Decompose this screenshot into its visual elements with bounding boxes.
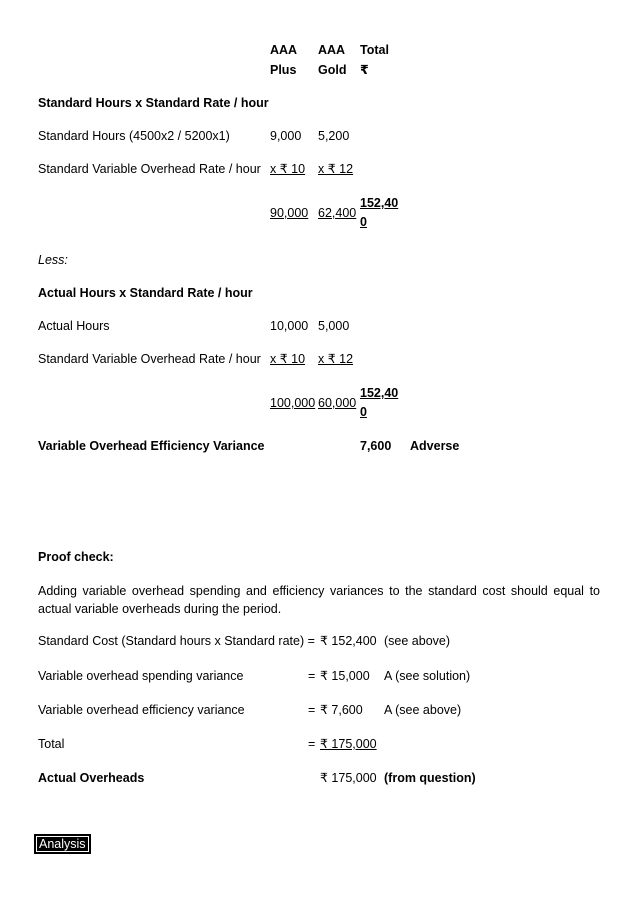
actual-hours-gold: 5,000 <box>318 319 350 333</box>
col-aaa-gold-line2: Gold <box>318 63 347 77</box>
std-rate-gold: x ₹ 12 <box>318 162 354 176</box>
variance-type: Adverse <box>410 439 460 453</box>
col-aaa-gold-line1: AAA <box>318 43 346 57</box>
analysis-footer-label: Analysis <box>34 834 91 854</box>
actual-overheads-label: Actual Overheads <box>38 771 145 785</box>
proof-row-total-value: ₹ 175,000 <box>320 737 377 751</box>
actual-overheads-value: ₹ 175,000 <box>320 771 377 785</box>
std-rate-plus: x ₹ 10 <box>270 162 306 176</box>
section1-total-line1: 152,40 <box>360 196 399 210</box>
actual-hours-plus: 10,000 <box>270 319 309 333</box>
col-total-line2: ₹ <box>360 63 369 77</box>
proof-row-efficiency-note: A (see above) <box>384 703 462 717</box>
col-aaa-plus-line1: AAA <box>270 43 298 57</box>
proof-row-standard-cost-label: Standard Cost (Standard hours x Standard rate) = <box>38 634 315 648</box>
section2-total-gold: 60,000 <box>318 396 357 410</box>
std-hours-gold: 5,200 <box>318 129 350 143</box>
actual-hours-label: Actual Hours <box>38 319 110 333</box>
actual-overheads-note: (from question) <box>384 771 476 785</box>
proof-row-efficiency-value: ₹ 7,600 <box>320 703 363 717</box>
proof-row-efficiency-eq: = <box>308 703 316 717</box>
section2-total-line2: 0 <box>360 405 367 419</box>
std-hours-label: Standard Hours (4500x2 / 5200x1) <box>38 129 230 143</box>
std-hours-plus: 9,000 <box>270 129 302 143</box>
std-rate2-gold: x ₹ 12 <box>318 352 354 366</box>
proof-row-efficiency-label: Variable overhead efficiency variance <box>38 703 245 717</box>
proof-title: Proof check: <box>38 550 114 564</box>
section1-total-line2: 0 <box>360 215 367 229</box>
section1-title: Standard Hours x Standard Rate / hour <box>38 96 269 110</box>
proof-row-spending-label: Variable overhead spending variance <box>38 669 244 683</box>
std-rate2-label: Standard Variable Overhead Rate / hour <box>38 352 261 366</box>
variance-value: 7,600 <box>360 439 392 453</box>
proof-paragraph: Adding variable overhead spending and efficiency variances to the standard cost should equal to actual variable overheads during the period. <box>38 584 600 616</box>
proof-row-spending-eq: = <box>308 669 316 683</box>
proof-row-total-eq: = <box>308 737 316 751</box>
std-rate-label: Standard Variable Overhead Rate / hour <box>38 162 261 176</box>
proof-row-standard-cost-value: ₹ 152,400 <box>320 634 377 648</box>
section2-title: Actual Hours x Standard Rate / hour <box>38 286 253 300</box>
section2-total-line1: 152,40 <box>360 386 399 400</box>
section1-total-gold: 62,400 <box>318 206 357 220</box>
section2-total-plus: 100,000 <box>270 396 316 410</box>
proof-row-total-label: Total <box>38 737 65 751</box>
less-label: Less: <box>38 253 68 267</box>
proof-row-spending-value: ₹ 15,000 <box>320 669 370 683</box>
col-total-line1: Total <box>360 43 389 57</box>
proof-row-spending-note: A (see solution) <box>384 669 471 683</box>
std-rate2-plus: x ₹ 10 <box>270 352 306 366</box>
col-aaa-plus-line2: Plus <box>270 63 297 77</box>
section1-total-plus: 90,000 <box>270 206 309 220</box>
proof-row-standard-cost-note: (see above) <box>384 634 451 648</box>
variance-label: Variable Overhead Efficiency Variance <box>38 439 265 453</box>
